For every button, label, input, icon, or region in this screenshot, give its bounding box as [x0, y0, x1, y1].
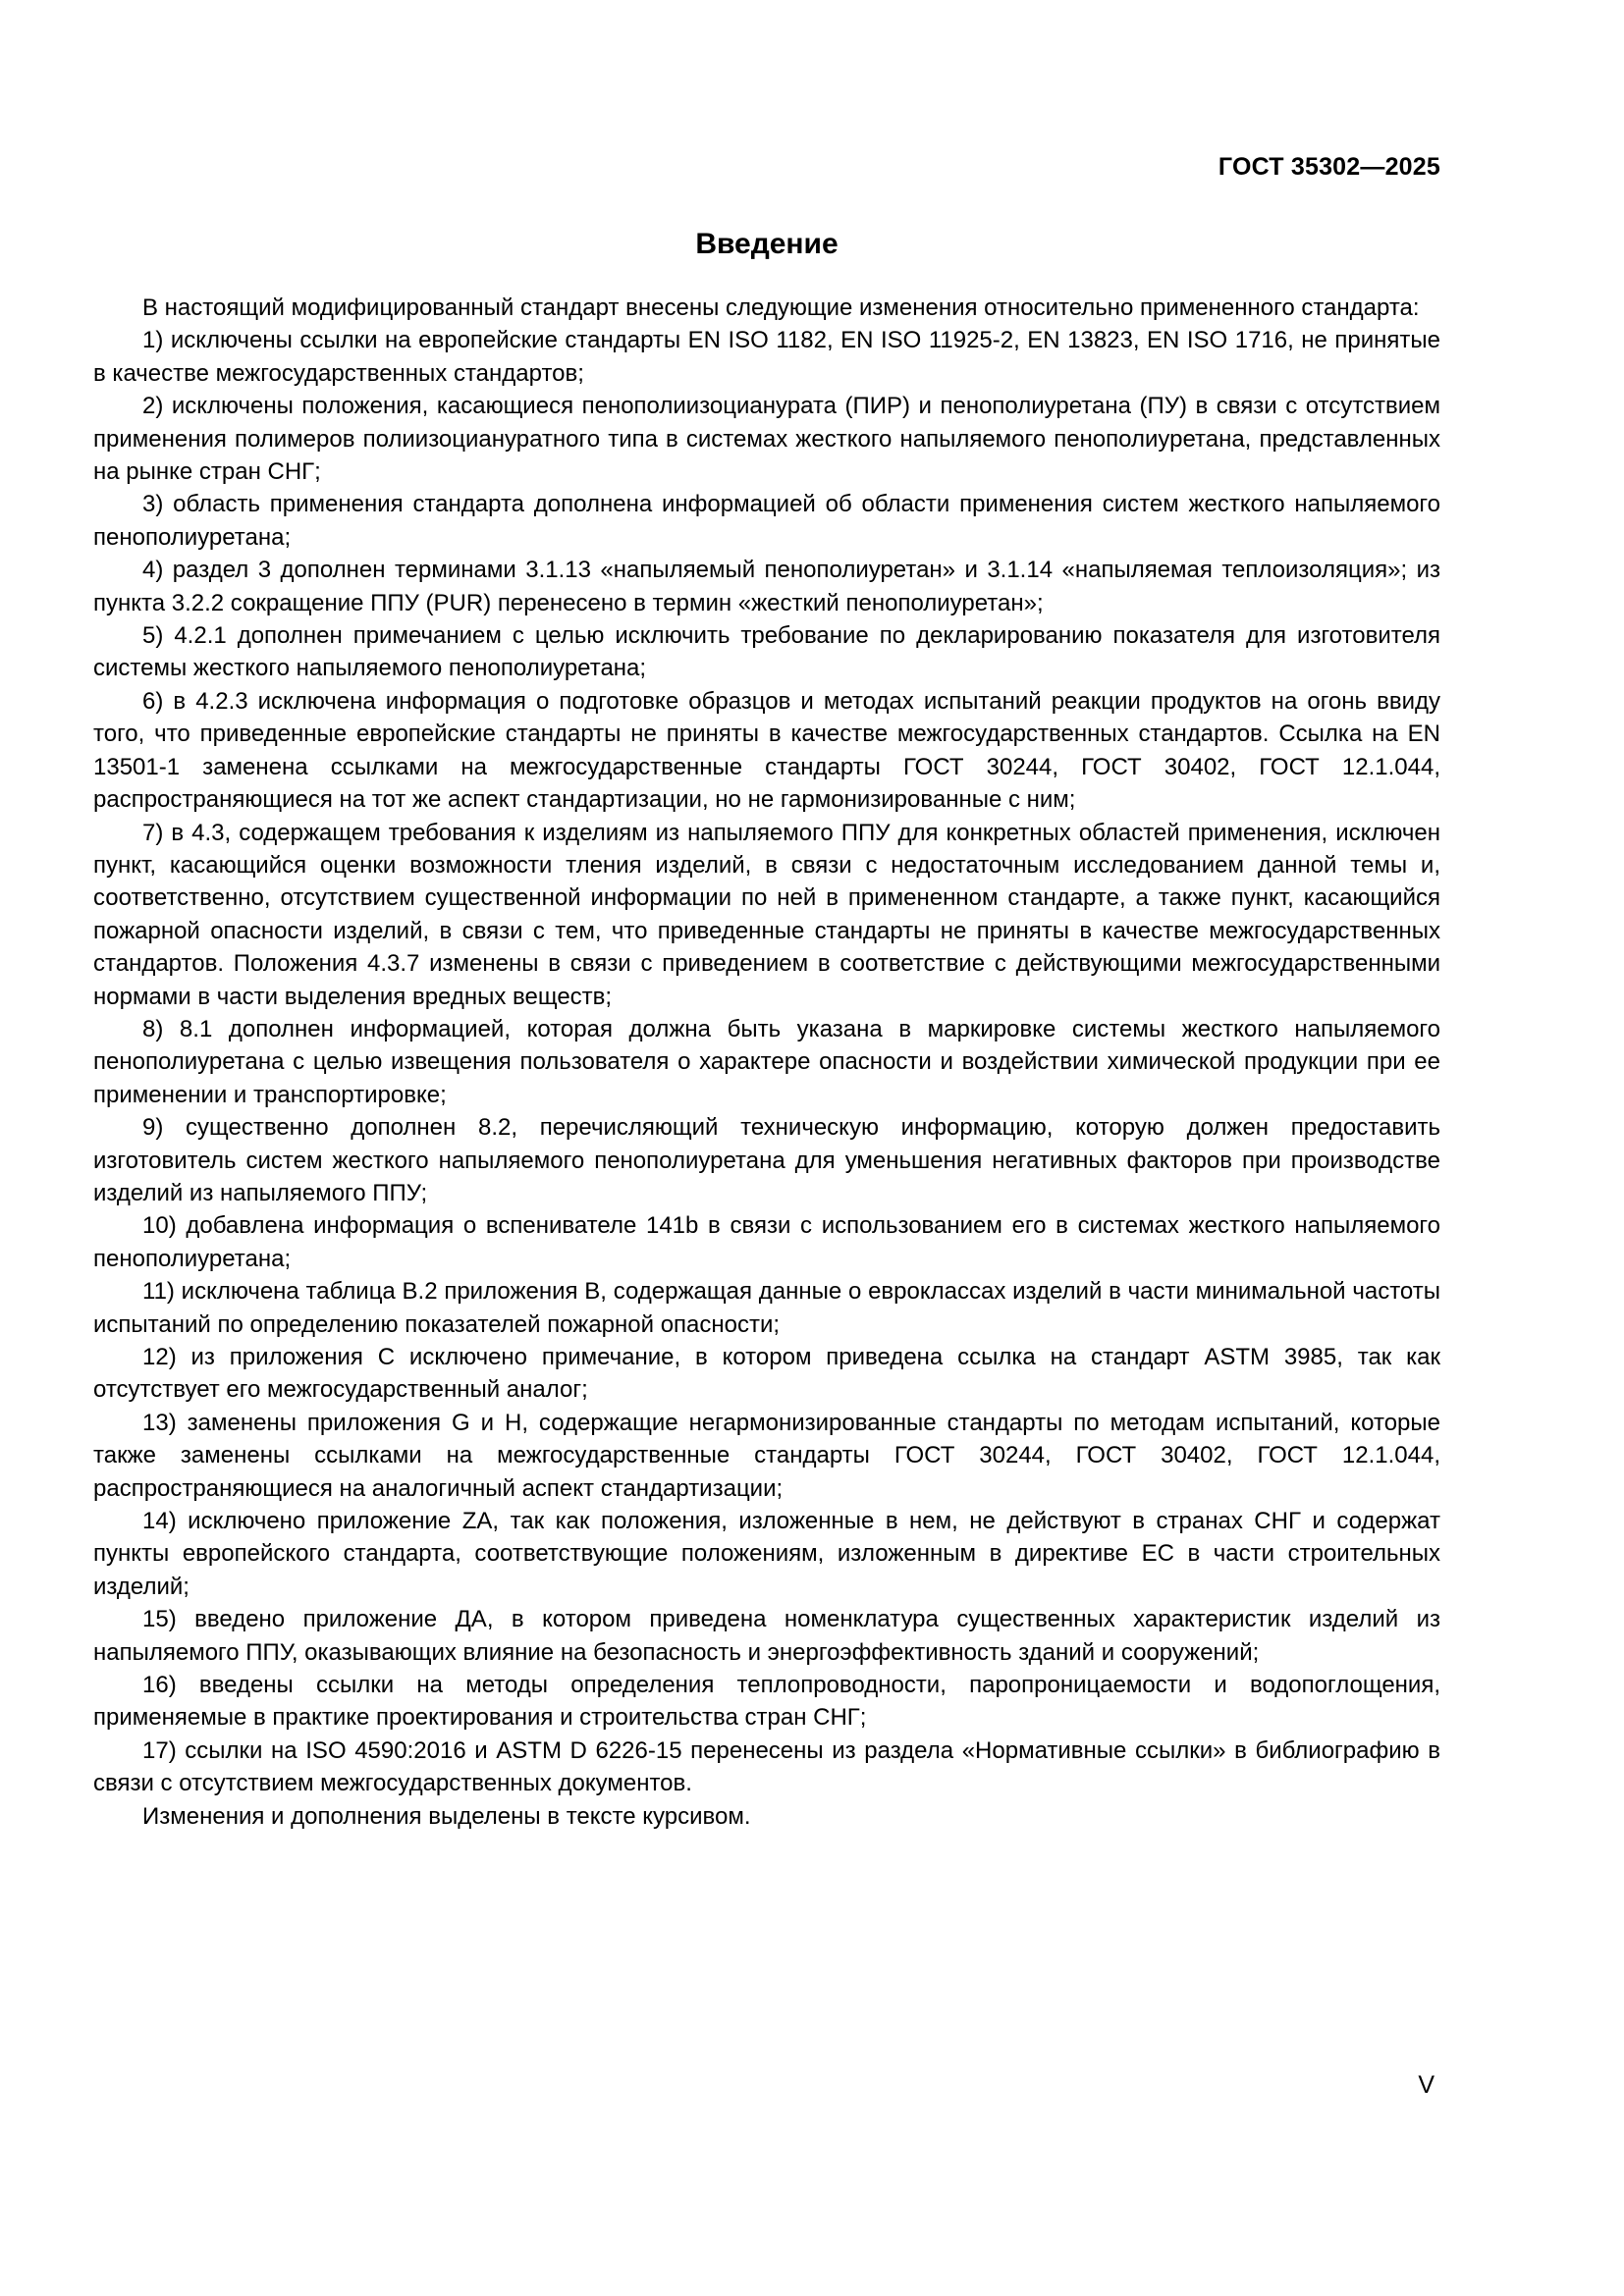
body-paragraph: 6) в 4.2.3 исключена информация о подготовке образцов и методах испытаний реакции продуктов на огонь ввиду того, что приведенные европейские стандарты не приняты в качестве межгосударственных стандартов. Ссылка на EN 13501-1 заменена ссылками на межгосударственные стандарты ГОСТ 30244, ГОСТ 30402, ГОСТ 12.1.044, распространяющиеся на тот же аспект стандартизации, но не гармонизированные с ним;: [93, 687, 1440, 814]
body-paragraph: 8) 8.1 дополнен информацией, которая должна быть указана в маркировке системы жесткого напыляемого пенополиуретана с целью извещения пользователя о характере опасности и воздействии химической продукции при ее применении и транспортировке;: [93, 1015, 1440, 1108]
body-paragraph: 17) ссылки на ISO 4590:2016 и ASTM D 6226-15 перенесены из раздела «Нормативные ссылки» в библиографию в связи с отсутствием межгосударственных документов.: [93, 1736, 1440, 1797]
body-paragraph: 11) исключена таблица В.2 приложения В, содержащая данные о евроклассах изделий в части минимальной частоты испытаний по определению показателей пожарной опасности;: [93, 1278, 1440, 1338]
section-title: Введение: [695, 228, 839, 260]
standard-code-header: ГОСТ 35302—2025: [1218, 153, 1440, 181]
body-paragraph: В настоящий модифицированный стандарт внесены следующие изменения относительно примененного стандарта:: [142, 294, 1420, 321]
body-paragraph: 14) исключено приложение ZA, так как положения, изложенные в нем, не действуют в странах СНГ и содержат пункты европейского стандарта, соответствующие положениям, изложенным в директиве ЕС в части строительных изделий;: [93, 1508, 1440, 1600]
body-paragraph: Изменения и дополнения выделены в тексте курсивом.: [142, 1802, 751, 1830]
body-paragraph: 10) добавлена информация о вспенивателе 141b в связи с использованием его в системах жесткого напыляемого пенополиуретана;: [93, 1212, 1440, 1272]
body-paragraph: 2) исключены положения, касающиеся пенополиизоцианурата (ПИР) и пенополиуретана (ПУ) в связи с отсутствием применения полимеров полиизоциануратного типа в системах жесткого напыляемого пенополиуретана, представленных на рынке стран СНГ;: [93, 393, 1440, 486]
body-paragraph: 12) из приложения С исключено примечание, в котором приведена ссылка на стандарт ASTM 3985, так как отсутствует его межгосударственный аналог;: [93, 1344, 1440, 1404]
body-paragraph: 1) исключены ссылки на европейские стандарты EN ISO 1182, EN ISO 11925-2, EN 13823, EN ISO 1716, не принятые в качестве межгосударственных стандартов;: [93, 327, 1440, 387]
body-paragraph: 9) существенно дополнен 8.2, перечисляющий техническую информацию, которую должен предоставить изготовитель систем жесткого напыляемого пенополиуретана для уменьшения негативных факторов при производстве изделий из напыляемого ППУ;: [93, 1114, 1440, 1206]
body-text: [93, 292, 1440, 1833]
body-paragraph: 13) заменены приложения G и H, содержащие негармонизированные стандарты по методам испытаний, которые также заменены ссылками на межгосударственные стандарты ГОСТ 30244, ГОСТ 30402, ГОСТ 12.1.044, распространяющиеся на аналогичный аспект стандартизации;: [93, 1409, 1440, 1502]
page-number: V: [1418, 2071, 1435, 2099]
body-paragraph: 4) раздел 3 дополнен терминами 3.1.13 «напыляемый пенополиуретан» и 3.1.14 «напыляемая теплоизоляция»; из пункта 3.2.2 сокращение ППУ (PUR) перенесено в термин «жесткий пенополиуретан»;: [93, 557, 1440, 616]
content-block: [93, 0, 1440, 1833]
body-paragraph: 16) введены ссылки на методы определения теплопроводности, паропроницаемости и водопоглощения, применяемые в практике проектирования и строительства стран СНГ;: [93, 1672, 1440, 1732]
body-paragraph: 15) введено приложение ДА, в котором приведена номенклатура существенных характеристик изделий из напыляемого ППУ, оказывающих влияние на безопасность и энергоэффективность зданий и сооружений;: [93, 1606, 1440, 1666]
body-paragraph: 5) 4.2.1 дополнен примечанием с целью исключить требование по декларированию показателя для изготовителя системы жесткого напыляемого пенополиуретана;: [93, 622, 1440, 682]
body-paragraph: 7) в 4.3, содержащем требования к изделиям из напыляемого ППУ для конкретных областей применения, исключен пункт, касающийся оценки возможности тления изделий, в связи с недостаточным исследованием данной темы и, соответственно, отсутствием существенной информации по ней в примененном стандарте, а также пункт, касающийся пожарной опасности изделий, в связи с тем, что приведенные стандарты не приняты в качестве межгосударственных стандартов. Положения 4.3.7 изменены в связи с приведением в соответствие с действующими межгосударственными нормами в части выделения вредных веществ;: [93, 819, 1440, 1010]
body-paragraph: 3) область применения стандарта дополнена информацией об области применения систем жесткого напыляемого пенополиуретана;: [93, 491, 1440, 551]
